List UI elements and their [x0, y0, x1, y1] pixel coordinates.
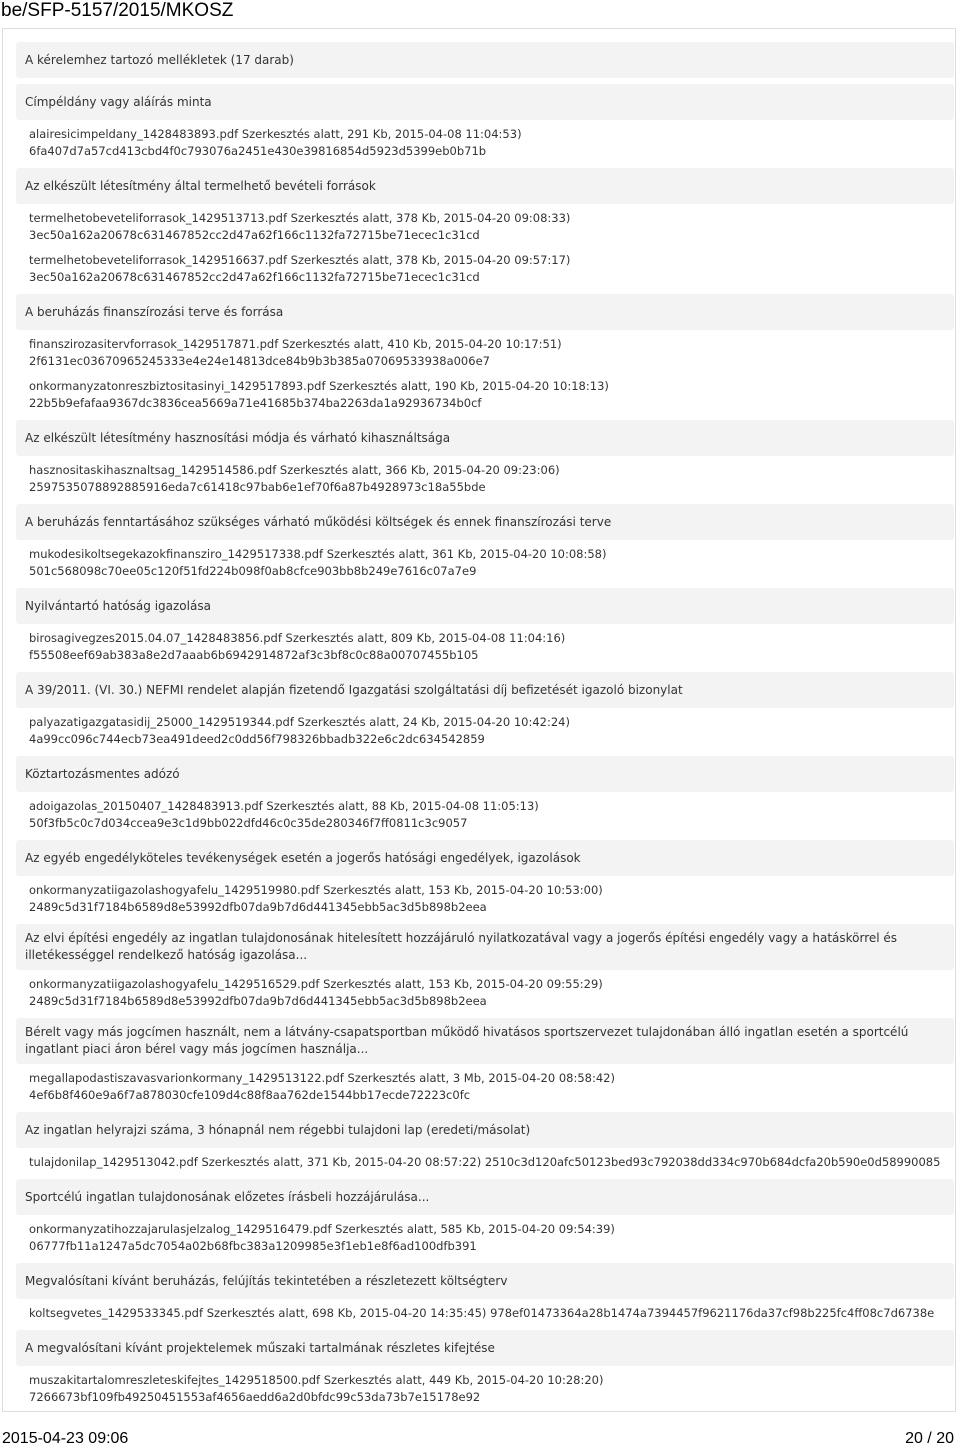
document-reference: be/SFP-5157/2015/MKOSZ [1, 0, 234, 21]
file-name[interactable]: onkormanyzatihozzajarulasjelzalog_1429516479.pdf Szerkesztés alatt, 585 Kb, 2015-04-20 09:54:39) [29, 1222, 615, 1236]
file-hash: 4ef6b8f460e9a6f7a878030cfe109d4c88f8aa762de1544bb17ecde72223c0fc [29, 1088, 471, 1102]
attachment-file [16, 1305, 954, 1322]
section-title: Címpéldány vagy aláírás minta [16, 84, 954, 120]
section-title: Az ingatlan helyrajzi száma, 3 hónapnál nem régebbi tulajdoni lap (eredeti/másolat) [16, 1112, 954, 1148]
attachment-file [16, 1372, 954, 1406]
attachment-file [16, 126, 954, 160]
section-title: Sportcélú ingatlan tulajdonosának előzetes írásbeli hozzájárulása... [16, 1179, 954, 1215]
section-title: Megvalósítani kívánt beruházás, felújítás tekintetében a részletezett költségterv [16, 1263, 954, 1299]
section-title: A beruházás fenntartásához szükséges várható működési költségek és ennek finanszírozási terve [16, 504, 954, 540]
file-hash: 501c568098c70ee05c120f51fd224b098f0ab8cfce903bb8b249e7616c07a7e9 [29, 564, 477, 578]
attachment-file [16, 546, 954, 580]
attachment-file [16, 714, 954, 748]
file-hash: 50f3fb5c0c7d034ccea9e3c1d9bb022dfd46c0c35de280346f7ff0811c3c9057 [29, 816, 468, 830]
attachment-file [16, 336, 954, 370]
attachment-file [16, 976, 954, 1010]
section-title: Az egyéb engedélyköteles tevékenységek esetén a jogerős hatósági engedélyek, igazolások [16, 840, 954, 876]
file-name[interactable]: adoigazolas_20150407_1428483913.pdf Szerkesztés alatt, 88 Kb, 2015-04-08 11:05:13) [29, 799, 539, 813]
file-hash: f55508eef69ab383a8e2d7aaab6b6942914872af3c3bf8c0c88a00707455b105 [29, 648, 479, 662]
attachments-content [16, 42, 954, 1414]
print-timestamp: 2015-04-23 09:06 [2, 1430, 129, 1447]
file-name[interactable]: onkormanyzatiigazolashogyafelu_1429519980.pdf Szerkesztés alatt, 153 Kb, 2015-04-20 10:53:00) [29, 883, 603, 897]
file-name[interactable]: muszakitartalomreszleteskifejtes_1429518500.pdf Szerkesztés alatt, 449 Kb, 2015-04-20 10:28:20) [29, 1373, 604, 1387]
file-name[interactable]: birosagivegzes2015.04.07_1428483856.pdf Szerkesztés alatt, 809 Kb, 2015-04-08 11:04:16) [29, 631, 566, 645]
section-title: Köztartozásmentes adózó [16, 756, 954, 792]
attachment-file [16, 1154, 954, 1171]
file-hash: 3ec50a162a20678c631467852cc2d47a62f166c1132fa72715be71ecec1c31cd [29, 270, 480, 284]
attachment-file [16, 1070, 954, 1104]
section-title: Az elkészült létesítmény által termelhető bevételi források [16, 168, 954, 204]
file-name[interactable]: hasznositaskihasznaltsag_1429514586.pdf Szerkesztés alatt, 366 Kb, 2015-04-20 09:23:06) [29, 463, 560, 477]
attachment-file [16, 1221, 954, 1255]
section-title: Az elvi építési engedély az ingatlan tulajdonosának hitelesített hozzájáruló nyilatkozatával vagy a jogerős építési engedély vagy a hatáskörrel és illetékességgel rendelkező hatóság igazolása... [16, 924, 954, 970]
section-title: Nyilvántartó hatóság igazolása [16, 588, 954, 624]
file-hash: 6fa407d7a57cd413cbd4f0c793076a2451e430e39816854d5923d5399eb0b71b [29, 144, 487, 158]
file-name[interactable]: onkormanyzatonreszbiztositasinyi_1429517893.pdf Szerkesztés alatt, 190 Kb, 2015-04-20 10:18:13) [29, 379, 609, 393]
file-hash: 7266673bf109fb49250451553af4656aedd6a2d0bfdc99c53da73b7e15178e92 [29, 1390, 481, 1404]
section-title: Az elkészült létesítmény hasznosítási módja és várható kihasználtsága [16, 420, 954, 456]
attachment-file [16, 210, 954, 244]
file-name[interactable]: onkormanyzatiigazolashogyafelu_1429516529.pdf Szerkesztés alatt, 153 Kb, 2015-04-20 09:55:29) [29, 977, 603, 991]
file-hash: 2489c5d31f7184b6589d8e53992dfb07da9b7d6d441345ebb5ac3d5b898b2eea [29, 994, 487, 1008]
section-title: A beruházás finanszírozási terve és forrása [16, 294, 954, 330]
attachment-file [16, 882, 954, 916]
file-name[interactable]: tulajdonilap_1429513042.pdf Szerkesztés alatt, 371 Kb, 2015-04-20 08:57:22) 2510c3d120afc50123bed93c792038dd334c970b684dcfa20b590e0d58990085 [29, 1155, 941, 1169]
section-title: Bérelt vagy más jogcímen használt, nem a látvány-csapatsportban működő hivatásos sportszervezet tulajdonában álló ingatlan esetén a sportcélú ingatlant piaci áron bérel vagy más jogcímen használja... [16, 1018, 954, 1064]
attachments-heading: A kérelemhez tartozó mellékletek (17 darab) [16, 42, 954, 78]
attachment-file [16, 252, 954, 286]
attachment-file [16, 630, 954, 664]
page-footer [0, 1428, 960, 1450]
file-hash: 06777fb11a1247a5dc7054a02b68fbc383a1209985e3f1eb1e8f6ad100dfb391 [29, 1239, 477, 1253]
file-name[interactable]: alairesicimpeldany_1428483893.pdf Szerkesztés alatt, 291 Kb, 2015-04-08 11:04:53) [29, 127, 522, 141]
file-name[interactable]: termelhetobeveteliforrasok_1429516637.pdf Szerkesztés alatt, 378 Kb, 2015-04-20 09:57:17) [29, 253, 571, 267]
file-name[interactable]: megallapodastiszavasvarionkormany_1429513122.pdf Szerkesztés alatt, 3 Mb, 2015-04-20 08:58:42) [29, 1071, 615, 1085]
attachments-panel [2, 28, 956, 1412]
file-hash: 3ec50a162a20678c631467852cc2d47a62f166c1132fa72715be71ecec1c31cd [29, 228, 480, 242]
attachment-file [16, 378, 954, 412]
file-name[interactable]: termelhetobeveteliforrasok_1429513713.pdf Szerkesztés alatt, 378 Kb, 2015-04-20 09:08:33) [29, 211, 571, 225]
file-hash: 4a99cc096c744ecb73ea491deed2c0dd56f798326bbadb322e6c2dc634542859 [29, 732, 485, 746]
page-number: 20 / 20 [905, 1430, 954, 1447]
file-hash: 22b5b9efafaa9367dc3836cea5669a71e41685b374ba2263da1a92936734b0cf [29, 396, 482, 410]
section-title: A 39/2011. (VI. 30.) NEFMI rendelet alapján fizetendő Igazgatási szolgáltatási díj befizetését igazoló bizonylat [16, 672, 954, 708]
file-name[interactable]: koltsegvetes_1429533345.pdf Szerkesztés alatt, 698 Kb, 2015-04-20 14:35:45) 978ef01473364a28b1474a7394457f9621176da37cf98b225fc4ff08c7d6738e [29, 1306, 935, 1320]
file-name[interactable]: mukodesikoltsegekazokfinanszirо_1429517338.pdf Szerkesztés alatt, 361 Kb, 2015-04-20 10:08:58) [29, 547, 607, 561]
file-name[interactable]: finanszirozasitervforrasok_1429517871.pdf Szerkesztés alatt, 410 Kb, 2015-04-20 10:17:51) [29, 337, 562, 351]
file-name[interactable]: palyazatigazgatasidij_25000_1429519344.pdf Szerkesztés alatt, 24 Kb, 2015-04-20 10:42:24) [29, 715, 570, 729]
section-title: A megvalósítani kívánt projektelemek műszaki tartalmának részletes kifejtése [16, 1330, 954, 1366]
attachment-file [16, 798, 954, 832]
file-hash: 2f6131ec03670965245333e4e24e14813dce84b9b3b385a07069533938a006e7 [29, 354, 490, 368]
file-hash: 2489c5d31f7184b6589d8e53992dfb07da9b7d6d441345ebb5ac3d5b898b2eea [29, 900, 487, 914]
attachment-file [16, 462, 954, 496]
file-hash: 2597535078892885916eda7c61418c97bab6e1ef70f6a87b4928973c18a55bde [29, 480, 486, 494]
